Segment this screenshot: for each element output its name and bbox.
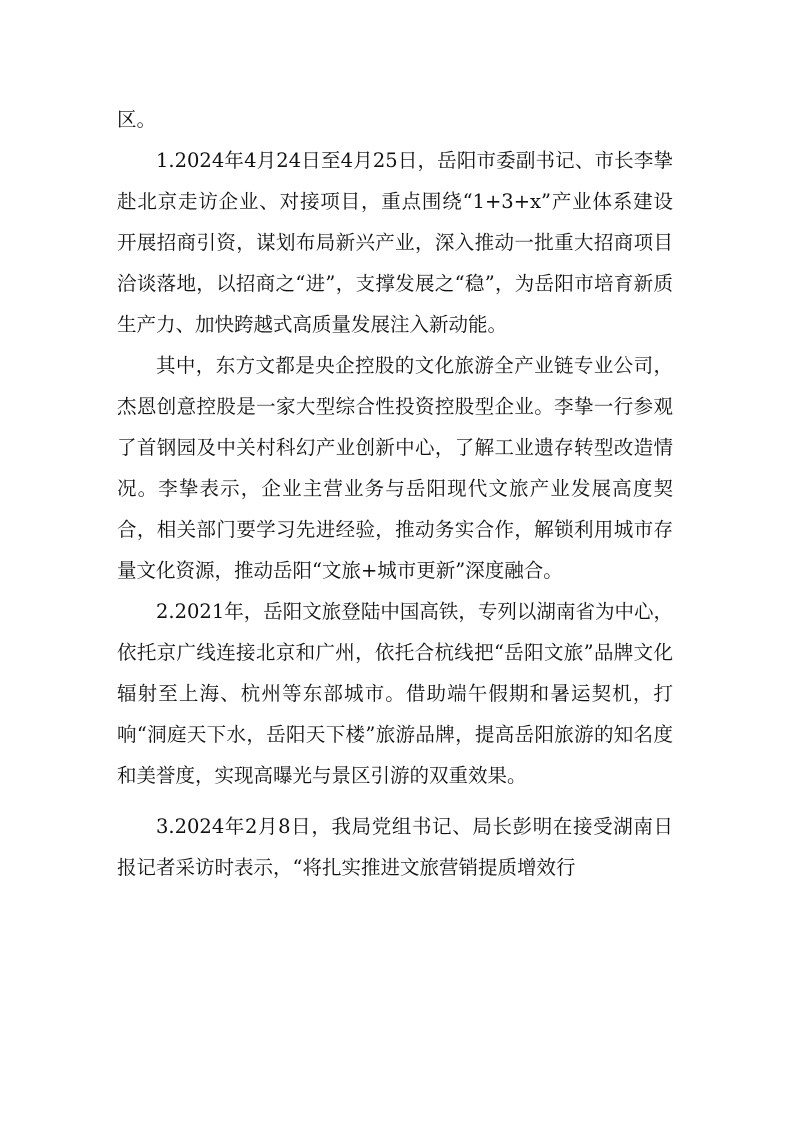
paragraph-item-1-detail: 其中，东方文都是央企控股的文化旅游全产业链专业公司，杰恩创意控股是一家大型综合性投资控股型企业。李挚一行参观了首钢园及中关村科幻产业创新中心，了解工业遗存转型改造情况。李挚表示，企业主营业务与岳阳现代文旅产业发展高度契合，相关部门要学习先进经验，推动务实合作，解锁利用城市存量文化资源，推动岳阳“文旅+城市更新”深度融合。 bbox=[117, 354, 673, 582]
paragraph-item-1: 1.2024年4月24日至4月25日，岳阳市委副书记、市长李挚赴北京走访企业、对接项目，重点围绕“1+3+x”产业体系建设开展招商引资，谋划布局新兴产业，深入推动一批重大招商项目洽谈落地，以招商之“进”，支撑发展之“稳”，为岳阳市培育新质生产力、加快跨越式高质量发展注入新动能。 bbox=[117, 149, 673, 336]
document-body bbox=[117, 99, 673, 888]
paragraph-item-2: 2.2021年，岳阳文旅登陆中国高铁，专列以湖南省为中心，依托京广线连接北京和广州，依托合杭线把“岳阳文旅”品牌文化辐射至上海、杭州等东部城市。借助端午假期和暑运契机，打响“洞庭天下水，岳阳天下楼”旅游品牌，提高岳阳旅游的知名度和美誉度，实现高曝光与景区引游的双重效果。 bbox=[117, 600, 673, 787]
paragraph-continuation: 区。 bbox=[117, 108, 157, 131]
paragraph-item-3: 3.2024年2月8日，我局党组书记、局长彭明在接受湖南日报记者采访时表示，“将扎实推进文旅营销提质增效行 bbox=[117, 815, 673, 879]
